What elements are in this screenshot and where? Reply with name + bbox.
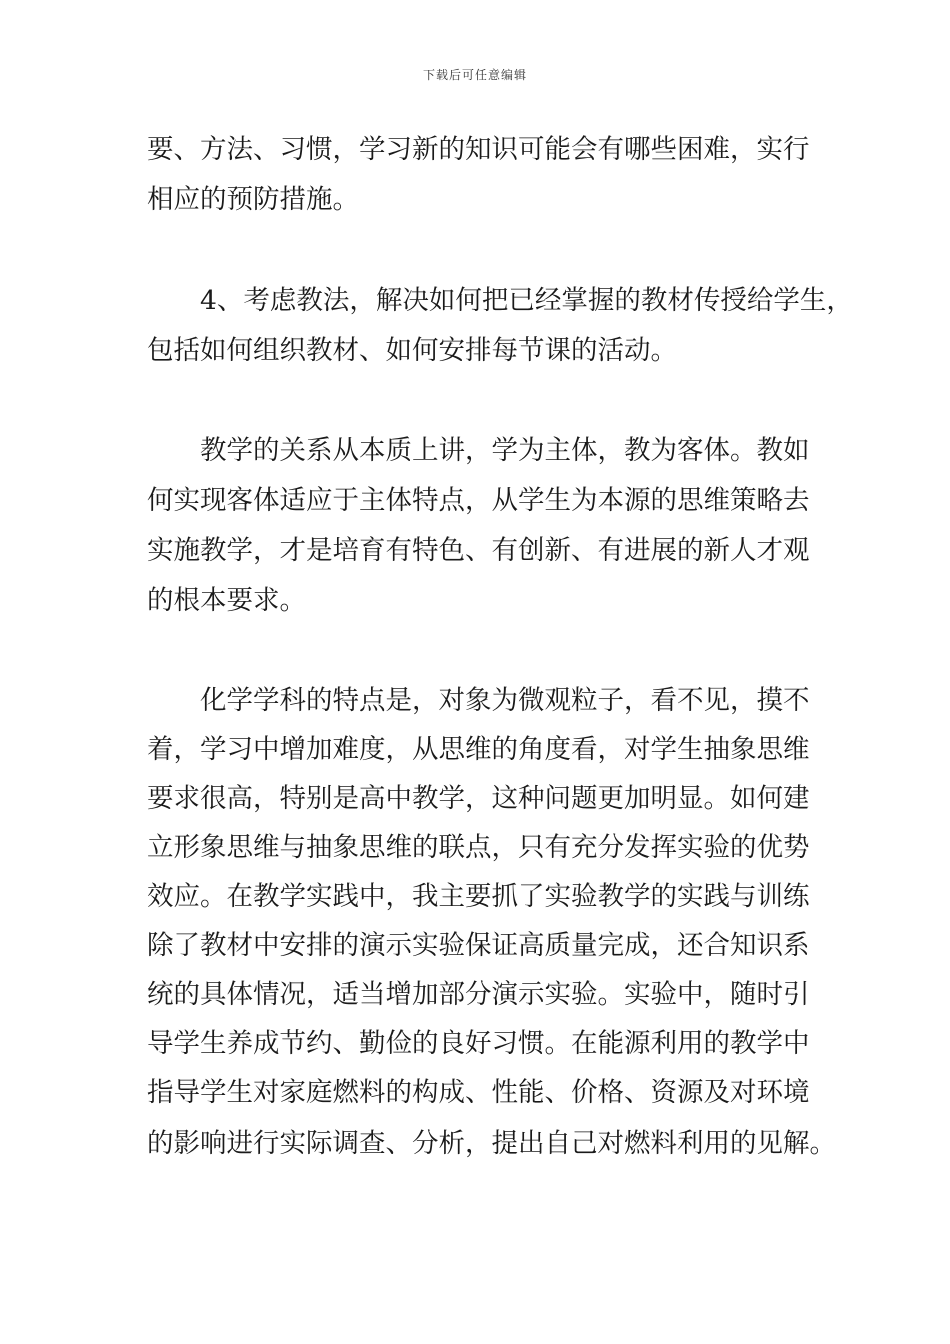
page-header: 下载后可任意编辑 — [422, 68, 527, 82]
text-line: 包括如何组织教材、如何安排每节课的活动。 — [147, 335, 677, 366]
text-line: 指导学生对家庭燃料的构成、性能、价格、资源及对环境 — [147, 1077, 810, 1108]
text-line: 教学的关系从本质上讲，学为主体，教为客体。教如 — [147, 435, 810, 466]
text-line: 的影响进行实际调查、分析，提出自己对燃料利用的见解。 — [147, 1128, 836, 1159]
text-line: 效应。在教学实践中，我主要抓了实验教学的实践与训练 — [147, 881, 810, 912]
text-line: 统的具体情况，适当增加部分演示实验。实验中，随时引 — [147, 979, 810, 1010]
text-line: 4、考虑教法，解决如何把已经掌握的教材传授给学生， — [147, 285, 853, 316]
text-line: 立形象思维与抽象思维的联点，只有充分发挥实验的优势 — [147, 832, 810, 863]
text-line: 的根本要求。 — [147, 585, 306, 616]
text-line: 导学生养成节约、勤俭的良好习惯。在能源利用的教学中 — [147, 1028, 810, 1059]
text-line: 相应的预防措施。 — [147, 184, 359, 215]
text-line: 着，学习中增加难度，从思维的角度看，对学生抽象思维 — [147, 734, 810, 765]
text-line: 要、方法、习惯，学习新的知识可能会有哪些困难，实行 — [147, 134, 810, 165]
text-line: 实施教学，才是培育有特色、有创新、有进展的新人才观 — [147, 535, 810, 566]
text-line: 何实现客体适应于主体特点，从学生为本源的思维策略去 — [147, 485, 810, 516]
text-line: 化学学科的特点是，对象为微观粒子，看不见，摸不 — [147, 685, 810, 716]
text-line: 要求很高，特别是高中教学，这种问题更加明显。如何建 — [147, 783, 810, 814]
text-line: 除了教材中安排的演示实验保证高质量完成，还合知识系 — [147, 930, 810, 961]
